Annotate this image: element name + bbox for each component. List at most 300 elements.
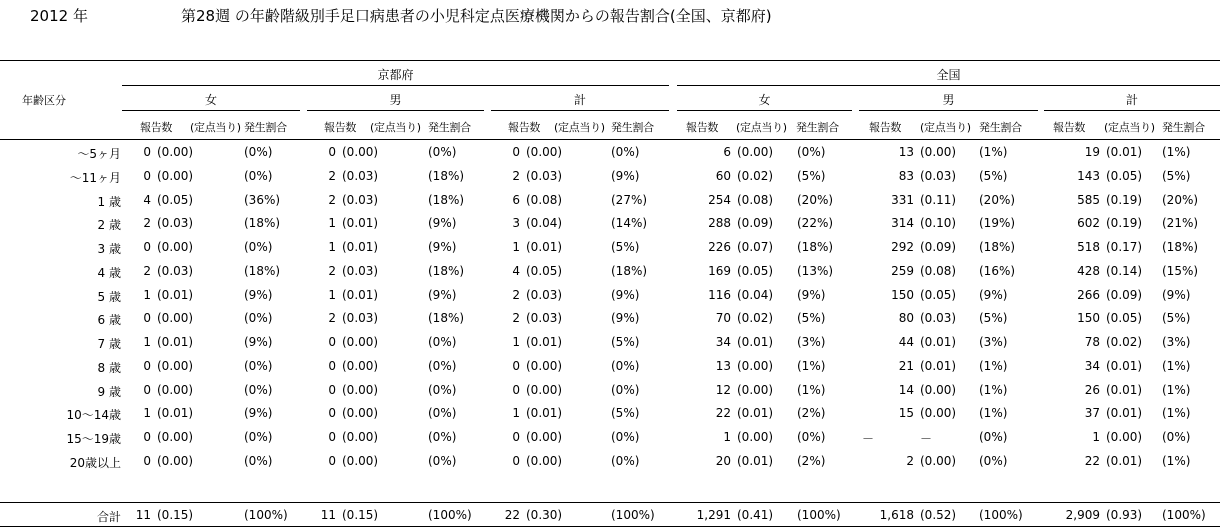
- col-header-per-site: (定点当り): [190, 121, 241, 134]
- report-count-cell: 1: [328, 288, 336, 302]
- rate-cell: (9%): [797, 288, 826, 302]
- per-site-cell: (0.00): [737, 359, 774, 373]
- report-count-cell: 116: [708, 288, 731, 302]
- rate-cell: (9%): [979, 288, 1008, 302]
- per-site-cell: －: [920, 432, 933, 446]
- rate-cell: (0%): [611, 383, 640, 397]
- report-count-cell: 2: [328, 264, 336, 278]
- subgroup-rule: [307, 110, 484, 111]
- report-count-cell: 13: [898, 145, 914, 159]
- report-count-cell: 2: [512, 169, 520, 183]
- rate-cell: (100%): [797, 508, 841, 522]
- report-count-cell: 2: [143, 216, 151, 230]
- header-bottom-rule: [0, 139, 1220, 140]
- per-site-cell: (0.00): [342, 430, 379, 444]
- per-site-cell: (0.07): [737, 240, 774, 254]
- per-site-cell: (0.01): [1106, 406, 1143, 420]
- col-header-rate: 発生割合: [1162, 121, 1205, 134]
- col-header-rate: 発生割合: [979, 121, 1022, 134]
- rate-cell: (21%): [1162, 216, 1199, 230]
- sex-group-header: 計: [573, 93, 586, 107]
- rate-cell: (1%): [797, 383, 826, 397]
- per-site-cell: (0.01): [342, 216, 379, 230]
- report-count-cell: 518: [1077, 240, 1100, 254]
- age-row-label: 10～14歳: [66, 408, 121, 422]
- per-site-cell: (0.01): [920, 359, 957, 373]
- report-count-cell: 1: [723, 430, 731, 444]
- rate-cell: (5%): [611, 406, 640, 420]
- rate-cell: (1%): [979, 383, 1008, 397]
- report-count-cell: 4: [512, 264, 520, 278]
- per-site-cell: (0.00): [526, 383, 563, 397]
- per-site-cell: (0.00): [157, 240, 194, 254]
- col-header-per-site: (定点当り): [554, 121, 605, 134]
- report-count-cell: 0: [512, 145, 520, 159]
- col-header-count: 報告数: [508, 121, 541, 134]
- per-site-cell: (0.03): [342, 264, 379, 278]
- table-bottom-rule: [0, 526, 1220, 527]
- rate-cell: (1%): [1162, 145, 1191, 159]
- per-site-cell: (0.00): [526, 145, 563, 159]
- rate-cell: (20%): [979, 193, 1016, 207]
- subgroup-rule: [859, 110, 1038, 111]
- rate-cell: (100%): [428, 508, 472, 522]
- per-site-cell: (0.04): [737, 288, 774, 302]
- col-header-per-site: (定点当り): [736, 121, 787, 134]
- rate-cell: (100%): [611, 508, 655, 522]
- report-count-cell: 60: [715, 169, 731, 183]
- age-row-label: 20歳以上: [69, 456, 121, 470]
- report-title: 第28週 の年齢階級別手足口病患者の小児科定点医療機関からの報告割合(全国、京都府): [181, 7, 772, 25]
- rate-cell: (100%): [979, 508, 1023, 522]
- per-site-cell: (0.00): [342, 383, 379, 397]
- rate-cell: (9%): [1162, 288, 1191, 302]
- rate-cell: (0%): [244, 454, 273, 468]
- rate-cell: (15%): [1162, 264, 1199, 278]
- region-rule-kyoto: [122, 85, 669, 86]
- report-count-cell: 21: [898, 359, 914, 373]
- col-header-rate: 発生割合: [611, 121, 654, 134]
- report-count-cell: 11: [320, 508, 336, 522]
- report-count-cell: 0: [143, 240, 151, 254]
- report-count-cell: 0: [143, 430, 151, 444]
- report-count-cell: 1: [143, 335, 151, 349]
- per-site-cell: (0.03): [526, 288, 563, 302]
- report-count-cell: 150: [1077, 311, 1100, 325]
- per-site-cell: (0.05): [157, 193, 194, 207]
- col-header-per-site: (定点当り): [370, 121, 421, 134]
- per-site-cell: (0.03): [526, 169, 563, 183]
- rate-cell: (5%): [611, 335, 640, 349]
- per-site-cell: (0.01): [526, 406, 563, 420]
- per-site-cell: (0.01): [157, 406, 194, 420]
- per-site-cell: (0.01): [342, 288, 379, 302]
- col-header-per-site: (定点当り): [920, 121, 971, 134]
- report-count-cell: 585: [1077, 193, 1100, 207]
- report-count-cell: 0: [143, 454, 151, 468]
- report-count-cell: 6: [512, 193, 520, 207]
- rate-cell: (0%): [244, 430, 273, 444]
- per-site-cell: (0.09): [920, 240, 957, 254]
- rate-cell: (9%): [428, 240, 457, 254]
- per-site-cell: (0.01): [1106, 454, 1143, 468]
- per-site-cell: (0.08): [526, 193, 563, 207]
- per-site-cell: (0.03): [157, 264, 194, 278]
- report-count-cell: 0: [143, 145, 151, 159]
- table-top-rule: [0, 60, 1220, 61]
- per-site-cell: (0.00): [526, 454, 563, 468]
- rate-cell: (18%): [244, 264, 281, 278]
- rate-cell: (20%): [1162, 193, 1199, 207]
- rate-cell: (18%): [428, 264, 465, 278]
- rate-cell: (9%): [611, 288, 640, 302]
- per-site-cell: (0.19): [1106, 216, 1143, 230]
- report-count-cell: 0: [512, 430, 520, 444]
- rate-cell: (0%): [611, 145, 640, 159]
- report-count-cell: 266: [1077, 288, 1100, 302]
- report-count-cell: 2: [328, 169, 336, 183]
- rate-cell: (22%): [797, 216, 834, 230]
- region-header-national: 全国: [936, 68, 961, 82]
- rate-cell: (1%): [979, 359, 1008, 373]
- per-site-cell: (0.00): [737, 430, 774, 444]
- report-count-cell: 0: [328, 430, 336, 444]
- report-count-cell: 1,618: [879, 508, 914, 522]
- rate-cell: (18%): [611, 264, 648, 278]
- report-count-cell: 11: [135, 508, 151, 522]
- report-count-cell: 83: [898, 169, 914, 183]
- per-site-cell: (0.01): [526, 335, 563, 349]
- rate-cell: (0%): [797, 430, 826, 444]
- per-site-cell: (0.03): [920, 311, 957, 325]
- age-row-label: 6 歳: [97, 313, 121, 327]
- report-count-cell: 226: [708, 240, 731, 254]
- report-count-cell: 13: [715, 359, 731, 373]
- rate-cell: (5%): [979, 169, 1008, 183]
- per-site-cell: (0.03): [157, 216, 194, 230]
- report-count-cell: 0: [143, 311, 151, 325]
- rate-cell: (0%): [244, 383, 273, 397]
- age-row-label: ～11ヶ月: [69, 171, 121, 185]
- per-site-cell: (0.00): [157, 169, 194, 183]
- rate-cell: (0%): [428, 145, 457, 159]
- per-site-cell: (0.01): [920, 335, 957, 349]
- col-header-count: 報告数: [324, 121, 357, 134]
- rate-cell: (18%): [979, 240, 1016, 254]
- rate-cell: (0%): [428, 383, 457, 397]
- per-site-cell: (0.01): [157, 288, 194, 302]
- report-count-cell: 0: [328, 406, 336, 420]
- report-count-cell: 1: [328, 216, 336, 230]
- rate-cell: (5%): [1162, 311, 1191, 325]
- rate-cell: (0%): [244, 145, 273, 159]
- rate-cell: (0%): [428, 454, 457, 468]
- report-count-cell: 44: [898, 335, 914, 349]
- rate-cell: (5%): [1162, 169, 1191, 183]
- per-site-cell: (0.00): [342, 335, 379, 349]
- report-count-cell: 2: [328, 311, 336, 325]
- per-site-cell: (0.00): [920, 383, 957, 397]
- per-site-cell: (0.14): [1106, 264, 1143, 278]
- age-row-label: 5 歳: [97, 290, 121, 304]
- per-site-cell: (0.08): [737, 193, 774, 207]
- age-row-label: 3 歳: [97, 242, 121, 256]
- rate-cell: (9%): [244, 406, 273, 420]
- age-group-header: 年齢区分: [22, 94, 66, 107]
- report-count-cell: 0: [143, 359, 151, 373]
- report-count-cell: 0: [143, 169, 151, 183]
- per-site-cell: (0.00): [737, 145, 774, 159]
- rate-cell: (0%): [611, 430, 640, 444]
- rate-cell: (18%): [428, 193, 465, 207]
- rate-cell: (2%): [797, 454, 826, 468]
- per-site-cell: (0.05): [1106, 311, 1143, 325]
- report-count-cell: 1: [1092, 430, 1100, 444]
- age-row-label: 7 歳: [97, 337, 121, 351]
- rate-cell: (5%): [611, 240, 640, 254]
- total-row-label: 合計: [96, 510, 121, 524]
- per-site-cell: (0.11): [920, 193, 957, 207]
- per-site-cell: (0.93): [1106, 508, 1143, 522]
- rate-cell: (2%): [797, 406, 826, 420]
- per-site-cell: (0.00): [920, 145, 957, 159]
- rate-cell: (16%): [979, 264, 1016, 278]
- report-count-cell: 2,909: [1065, 508, 1100, 522]
- rate-cell: (0%): [611, 454, 640, 468]
- per-site-cell: (0.00): [157, 311, 194, 325]
- per-site-cell: (0.00): [157, 454, 194, 468]
- rate-cell: (19%): [979, 216, 1016, 230]
- per-site-cell: (0.52): [920, 508, 957, 522]
- per-site-cell: (0.00): [737, 383, 774, 397]
- per-site-cell: (0.08): [920, 264, 957, 278]
- per-site-cell: (0.01): [1106, 145, 1143, 159]
- sex-group-header: 女: [204, 93, 217, 107]
- per-site-cell: (0.09): [737, 216, 774, 230]
- per-site-cell: (0.00): [342, 454, 379, 468]
- report-count-cell: 143: [1077, 169, 1100, 183]
- report-count-cell: 0: [328, 145, 336, 159]
- rate-cell: (9%): [244, 288, 273, 302]
- report-count-cell: 1: [143, 406, 151, 420]
- report-count-cell: 292: [891, 240, 914, 254]
- report-count-cell: 2: [328, 193, 336, 207]
- age-row-label: 4 歳: [97, 266, 121, 280]
- report-count-cell: 2: [143, 264, 151, 278]
- rate-cell: (9%): [428, 216, 457, 230]
- per-site-cell: (0.00): [157, 430, 194, 444]
- rate-cell: (1%): [1162, 406, 1191, 420]
- report-count-cell: 6: [723, 145, 731, 159]
- col-header-count: 報告数: [686, 121, 719, 134]
- col-header-rate: 発生割合: [796, 121, 839, 134]
- rate-cell: (36%): [244, 193, 281, 207]
- rate-cell: (18%): [1162, 240, 1199, 254]
- rate-cell: (0%): [428, 406, 457, 420]
- report-count-cell: 15: [898, 406, 914, 420]
- report-count-cell: 80: [898, 311, 914, 325]
- report-count-cell: 0: [512, 359, 520, 373]
- report-count-cell: 3: [512, 216, 520, 230]
- rate-cell: (0%): [797, 145, 826, 159]
- rate-cell: (9%): [244, 335, 273, 349]
- rate-cell: (3%): [1162, 335, 1191, 349]
- per-site-cell: (0.00): [342, 406, 379, 420]
- report-count-cell: 0: [512, 454, 520, 468]
- total-top-rule: [0, 502, 1220, 503]
- age-row-label: 1 歳: [97, 195, 121, 209]
- report-count-cell: 1: [143, 288, 151, 302]
- per-site-cell: (0.01): [1106, 383, 1143, 397]
- rate-cell: (100%): [1162, 508, 1206, 522]
- subgroup-rule: [122, 110, 300, 111]
- per-site-cell: (0.05): [526, 264, 563, 278]
- age-row-label: ～5ヶ月: [77, 147, 121, 161]
- per-site-cell: (0.05): [1106, 169, 1143, 183]
- rate-cell: (1%): [979, 406, 1008, 420]
- sex-group-header: 男: [942, 93, 955, 107]
- rate-cell: (0%): [244, 311, 273, 325]
- rate-cell: (1%): [1162, 383, 1191, 397]
- report-count-cell: 1: [328, 240, 336, 254]
- per-site-cell: (0.17): [1106, 240, 1143, 254]
- report-count-cell: 34: [1084, 359, 1100, 373]
- rate-cell: (0%): [979, 430, 1008, 444]
- subgroup-rule: [491, 110, 669, 111]
- per-site-cell: (0.01): [526, 240, 563, 254]
- per-site-cell: (0.00): [1106, 430, 1143, 444]
- report-count-cell: 0: [328, 359, 336, 373]
- rate-cell: (1%): [1162, 454, 1191, 468]
- per-site-cell: (0.03): [920, 169, 957, 183]
- report-count-cell: 19: [1084, 145, 1100, 159]
- per-site-cell: (0.02): [737, 311, 774, 325]
- col-header-rate: 発生割合: [428, 121, 471, 134]
- report-count-cell: 26: [1084, 383, 1100, 397]
- report-count-cell: 169: [708, 264, 731, 278]
- per-site-cell: (0.03): [342, 311, 379, 325]
- col-header-per-site: (定点当り): [1104, 121, 1155, 134]
- rate-cell: (5%): [797, 311, 826, 325]
- per-site-cell: (0.00): [157, 359, 194, 373]
- age-row-label: 15～19歳: [66, 432, 121, 446]
- rate-cell: (0%): [979, 454, 1008, 468]
- per-site-cell: (0.01): [737, 406, 774, 420]
- rate-cell: (1%): [797, 359, 826, 373]
- subgroup-rule: [1044, 110, 1220, 111]
- rate-cell: (0%): [611, 359, 640, 373]
- rate-cell: (18%): [797, 240, 834, 254]
- report-count-cell: 12: [715, 383, 731, 397]
- report-count-cell: 1: [512, 335, 520, 349]
- per-site-cell: (0.15): [342, 508, 379, 522]
- report-count-cell: 1: [512, 406, 520, 420]
- per-site-cell: (0.00): [920, 454, 957, 468]
- per-site-cell: (0.03): [342, 169, 379, 183]
- rate-cell: (13%): [797, 264, 834, 278]
- report-count-cell: 0: [328, 335, 336, 349]
- per-site-cell: (0.09): [1106, 288, 1143, 302]
- rate-cell: (1%): [979, 145, 1008, 159]
- report-count-cell: 34: [715, 335, 731, 349]
- per-site-cell: (0.02): [1106, 335, 1143, 349]
- report-count-cell: 37: [1084, 406, 1100, 420]
- col-header-count: 報告数: [140, 121, 173, 134]
- report-year: 2012 年: [30, 7, 88, 25]
- report-count-cell: 70: [715, 311, 731, 325]
- per-site-cell: (0.03): [526, 311, 563, 325]
- per-site-cell: (0.03): [342, 193, 379, 207]
- per-site-cell: (0.00): [526, 359, 563, 373]
- report-count-cell: 288: [708, 216, 731, 230]
- report-count-cell: 1,291: [696, 508, 731, 522]
- per-site-cell: (0.10): [920, 216, 957, 230]
- sex-group-header: 男: [389, 93, 402, 107]
- col-header-count: 報告数: [869, 121, 902, 134]
- rate-cell: (5%): [979, 311, 1008, 325]
- rate-cell: (0%): [244, 169, 273, 183]
- report-count-cell: －: [862, 432, 875, 446]
- report-count-cell: 2: [512, 311, 520, 325]
- report-count-cell: 14: [898, 383, 914, 397]
- rate-cell: (1%): [1162, 359, 1191, 373]
- report-count-cell: 22: [715, 406, 731, 420]
- report-count-cell: 2: [512, 288, 520, 302]
- per-site-cell: (0.01): [157, 335, 194, 349]
- per-site-cell: (0.30): [526, 508, 563, 522]
- report-count-cell: 0: [143, 383, 151, 397]
- report-count-cell: 2: [906, 454, 914, 468]
- per-site-cell: (0.19): [1106, 193, 1143, 207]
- rate-cell: (100%): [244, 508, 288, 522]
- per-site-cell: (0.01): [737, 335, 774, 349]
- report-count-cell: 0: [328, 383, 336, 397]
- per-site-cell: (0.00): [342, 359, 379, 373]
- per-site-cell: (0.04): [526, 216, 563, 230]
- report-count-cell: 78: [1084, 335, 1100, 349]
- rate-cell: (3%): [979, 335, 1008, 349]
- per-site-cell: (0.01): [1106, 359, 1143, 373]
- report-count-cell: 22: [1084, 454, 1100, 468]
- per-site-cell: (0.01): [342, 240, 379, 254]
- col-header-rate: 発生割合: [244, 121, 287, 134]
- report-count-cell: 331: [891, 193, 914, 207]
- rate-cell: (9%): [611, 311, 640, 325]
- rate-cell: (27%): [611, 193, 648, 207]
- report-count-cell: 254: [708, 193, 731, 207]
- report-count-cell: 0: [512, 383, 520, 397]
- report-count-cell: 259: [891, 264, 914, 278]
- subgroup-rule: [677, 110, 852, 111]
- report-count-cell: 22: [504, 508, 520, 522]
- per-site-cell: (0.15): [157, 508, 194, 522]
- rate-cell: (18%): [428, 169, 465, 183]
- age-row-label: 2 歳: [97, 218, 121, 232]
- age-row-label: 9 歳: [97, 385, 121, 399]
- per-site-cell: (0.01): [737, 454, 774, 468]
- region-header-kyoto: 京都府: [377, 68, 414, 82]
- per-site-cell: (0.00): [342, 145, 379, 159]
- rate-cell: (0%): [428, 430, 457, 444]
- per-site-cell: (0.41): [737, 508, 774, 522]
- rate-cell: (0%): [1162, 430, 1191, 444]
- per-site-cell: (0.05): [920, 288, 957, 302]
- rate-cell: (3%): [797, 335, 826, 349]
- report-count-cell: 0: [328, 454, 336, 468]
- region-rule-national: [677, 85, 1220, 86]
- rate-cell: (0%): [244, 359, 273, 373]
- sex-group-header: 女: [758, 93, 771, 107]
